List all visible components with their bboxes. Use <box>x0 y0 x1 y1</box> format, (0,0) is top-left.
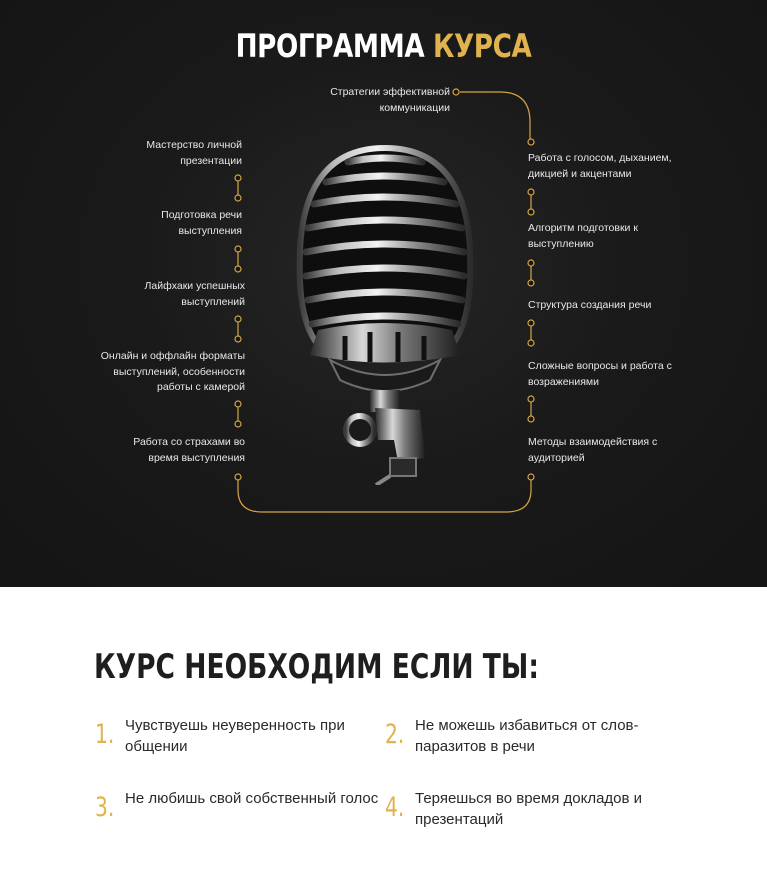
need-text: Чувствуешь неуверенность при общении <box>125 717 345 755</box>
need-item-2 <box>385 715 685 763</box>
need-item-1 <box>95 715 395 763</box>
need-item-3 <box>95 788 395 836</box>
program-item-left-1: Мастерство личной презентации <box>146 139 242 167</box>
needs-title: КУРС НЕОБХОДИМ ЕСЛИ ТЫ: <box>94 647 539 687</box>
microphone-image <box>290 140 480 485</box>
program-title-main: ПРОГРАММА <box>235 27 425 65</box>
need-number: 2. <box>385 719 405 750</box>
program-title-accent: КУРСА <box>432 27 532 65</box>
need-text: Не любишь свой собственный голос <box>125 790 379 807</box>
program-item-left-2: Подготовка речи выступления <box>161 209 242 237</box>
program-item-right-4: Сложные вопросы и работа с возражениями <box>528 360 672 388</box>
program-item-top: Стратегии эффективной коммуникации <box>330 86 450 114</box>
need-text: Не можешь избавиться от слов-паразитов в речи <box>415 717 639 755</box>
program-item-left-4: Онлайн и оффлайн форматы выступлений, особенности работы с камерой <box>100 350 245 393</box>
needs-section <box>0 587 767 870</box>
program-item-right-3: Структура создания речи <box>528 299 652 311</box>
program-item-right-5: Методы взаимодействия с аудиторией <box>528 436 658 464</box>
program-item-left-3: Лайфхаки успешных выступлений <box>144 280 245 308</box>
program-item-right-2: Алгоритм подготовки к выступлению <box>528 222 638 250</box>
need-text: Теряешься во время докладов и презентаций <box>415 790 643 828</box>
need-number: 1. <box>95 719 115 750</box>
need-item-4 <box>385 788 685 836</box>
need-number: 4. <box>385 792 405 823</box>
program-item-left-5: Работа со страхами во время выступления <box>133 436 245 464</box>
program-item-right-1: Работа с голосом, дыханием, дикцией и акцентами <box>528 152 672 180</box>
need-number: 3. <box>95 792 115 823</box>
